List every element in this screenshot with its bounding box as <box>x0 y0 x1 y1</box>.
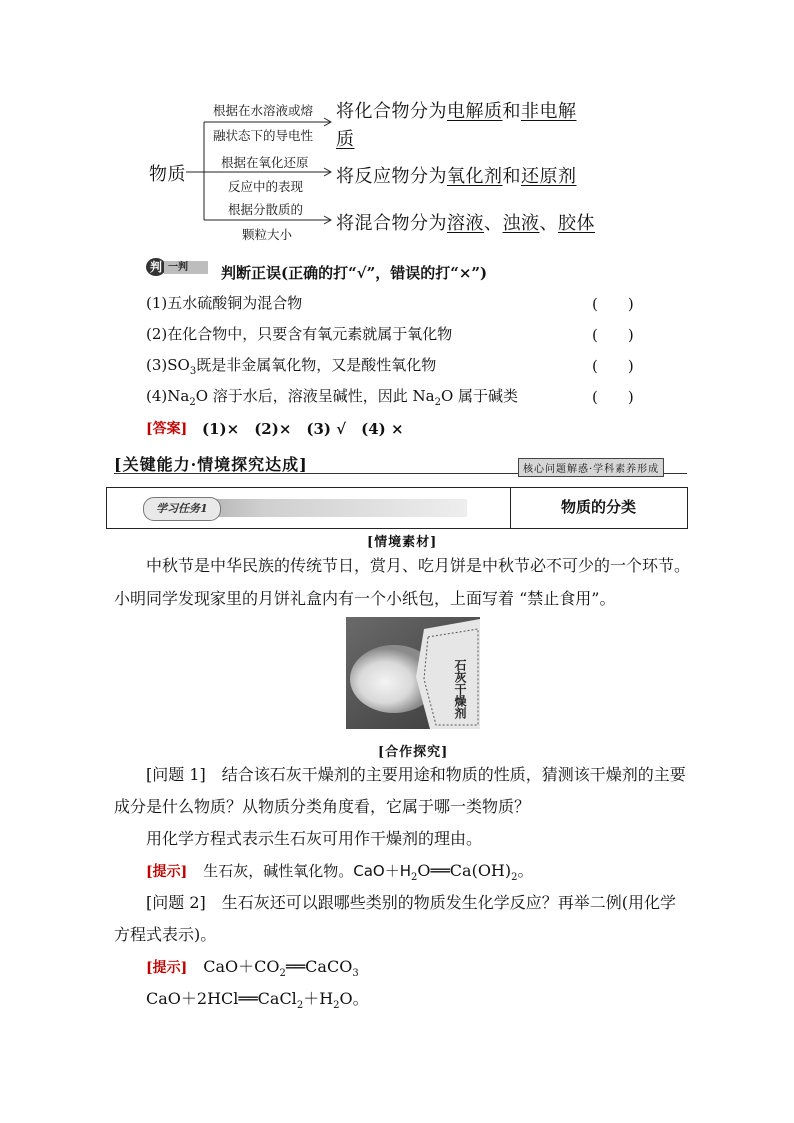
judge-paren-3: ( ) <box>592 357 634 375</box>
question-1-line2: 成分是什么物质？从物质分类角度看，它属于哪一类物质？ <box>114 797 531 816</box>
criterion-2-line1: 根据在氧化还原 <box>221 155 309 170</box>
criterion-1-line2: 融状态下的导电性 <box>213 128 314 143</box>
result-1-joiner: 和 <box>502 101 521 122</box>
result-1 <box>336 97 577 123</box>
hint-1-label: [提示] <box>146 864 188 880</box>
scenario-para-1: 中秋节是中华民族的传统节日，赏月、吃月饼是中秋节必不可少的一个环节。 <box>146 556 691 575</box>
judge-instruction: 判断正误(正确的打“√”，错误的打“×”) <box>221 264 488 282</box>
question-1-line3: 用化学方程式表示生石灰可用作干燥剂的理由。 <box>146 829 483 848</box>
answer-label: [答案] <box>146 421 188 437</box>
result-1-term1: 电解质 <box>447 101 503 122</box>
task-title: 物质的分类 <box>560 498 636 516</box>
question-2-line2: 方程式表示)。 <box>114 925 217 944</box>
result-1-term2a: 非电解 <box>521 101 577 122</box>
equation-3-end: O。 <box>339 989 369 1008</box>
hint-2-label: [提示] <box>146 960 188 976</box>
result-3-prefix: 将混合物分为 <box>336 213 447 234</box>
question-2-label: [问题 2] <box>146 893 206 912</box>
result-3-term1: 溶液 <box>447 213 484 234</box>
root-label: 物质 <box>149 164 186 185</box>
hint-2-sub2: 3 <box>352 968 359 980</box>
equation-3 <box>146 983 369 1022</box>
hint-2-sub: 2 <box>279 968 286 980</box>
question-2-text1: 生石灰还可以跟哪些类别的物质发生化学反应？再举二例(用化学 <box>221 893 677 912</box>
equation-3-sub: 2 <box>296 1000 304 1012</box>
section-tag: 核心问题解惑·学科素养形成 <box>518 458 664 477</box>
equation-3-post: ＋H <box>303 989 334 1008</box>
question-1-text1: 结合该石灰干燥剂的主要用途和物质的性质，猜测该干燥剂的主要 <box>221 765 686 784</box>
criterion-1-line1: 根据在水溶液或熔 <box>213 103 314 118</box>
result-1-prefix: 将化合物分为 <box>336 101 447 122</box>
judge-badge-circle: 判 <box>146 258 166 276</box>
task-header <box>106 487 688 529</box>
hint-1-text: 生石灰，碱性氧化物。CaO＋H <box>203 862 412 880</box>
judge-item-3 <box>146 354 436 377</box>
equation-3-sub2: 2 <box>333 1000 340 1012</box>
result-3 <box>336 209 595 235</box>
hint-1-sub2: 2 <box>511 872 518 884</box>
result-2-joiner: 和 <box>502 166 521 187</box>
criterion-3-line2: 颗粒大小 <box>242 227 293 242</box>
judge-paren-4: ( ) <box>592 388 634 406</box>
judge-item-4-pre: (4)Na <box>146 387 190 405</box>
result-3-sep1: 、 <box>484 213 503 234</box>
packet-label: 石灰干燥剂 <box>453 659 467 719</box>
explore-heading: [合作探究] <box>378 745 449 760</box>
judge-item-1: (1)五水硫酸铜为混合物 <box>146 294 303 312</box>
result-2-term2: 还原剂 <box>521 166 577 187</box>
criterion-3-line1: 根据分散质的 <box>228 202 304 217</box>
question-1-line1 <box>146 759 686 791</box>
judge-item-4-sub: 2 <box>189 397 196 408</box>
judge-item-4-sub2: 2 <box>434 397 441 408</box>
result-2 <box>336 162 577 188</box>
judge-badge-tail: 一判 <box>164 261 208 274</box>
judge-item-4 <box>146 385 518 408</box>
judge-badge <box>146 258 206 276</box>
judge-item-3-pre: (3)SO <box>146 356 190 374</box>
hint-1-sub: 2 <box>411 872 418 884</box>
judge-item-4-mid: O 溶于水后，溶液呈碱性，因此 Na <box>195 387 435 405</box>
result-2-term1: 氧化剂 <box>447 166 503 187</box>
hint-2-text: CaO＋CO <box>203 957 280 976</box>
hint-1-end: 。 <box>517 861 534 880</box>
equation-3-pre: CaO＋2HCl══CaCl <box>146 989 297 1008</box>
result-2-prefix: 将反应物分为 <box>336 166 447 187</box>
result-3-term2: 浊液 <box>502 213 540 234</box>
scenario-para-2: 小明同学发现家里的月饼礼盒内有一个小纸包，上面写着 “禁止食用”。 <box>114 589 616 608</box>
judge-item-2: (2)在化合物中，只要含有氧元素就属于氧化物 <box>146 325 453 343</box>
result-3-sep2: 、 <box>539 213 558 234</box>
judge-item-3-post: 既是非金属氧化物，又是酸性氧化物 <box>196 356 437 374</box>
answer-text: (1)× (2)× (3) √ (4) × <box>202 420 404 438</box>
section-title: [关键能力·情境探究达成] <box>114 455 308 474</box>
hint-2-post: ══CaCO <box>285 957 353 976</box>
criterion-2-line2: 反应中的表现 <box>228 179 304 194</box>
judge-item-3-sub: 3 <box>189 366 197 377</box>
hint-1-post: O══Ca(OH) <box>417 861 512 880</box>
result-1-term2b: 质 <box>336 129 355 150</box>
question-2-line1 <box>146 887 676 919</box>
judge-item-4-post: O 属于碱类 <box>440 387 519 405</box>
question-1-label: [问题 1] <box>146 765 206 784</box>
judge-paren-2: ( ) <box>592 326 634 344</box>
task-badge: 学习任务1 <box>143 497 221 521</box>
packet-paper <box>416 619 480 729</box>
desiccant-photo <box>346 617 480 729</box>
scenario-heading: [情境素材] <box>367 535 438 550</box>
judge-paren-1: ( ) <box>592 295 634 313</box>
result-3-term3: 胶体 <box>558 213 595 234</box>
